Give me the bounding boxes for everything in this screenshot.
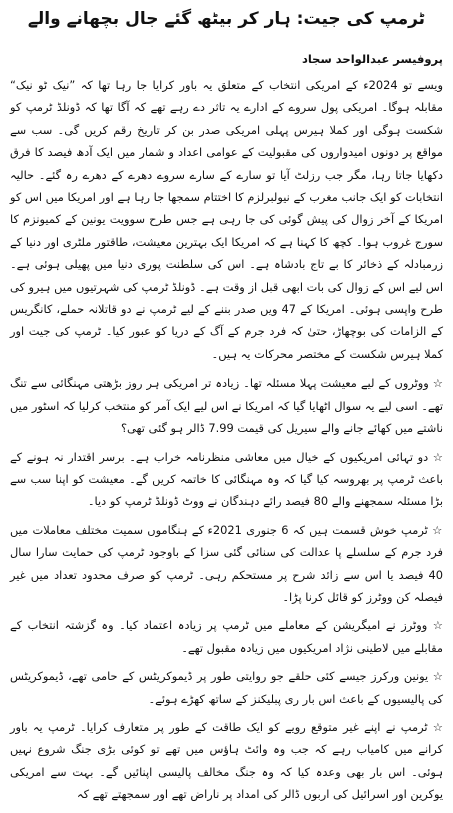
- article-paragraph: ☆ یونین ورکرز جیسے کئی حلقے جو روایتی طور پر ڈیموکریٹس کے حامی تھے، ڈیموکریٹس کی پالیسیوں کے باعث اس بار ری پبلیکنز کے ساتھ کھڑے ہوئے۔: [10, 669, 443, 706]
- article-paragraph: ☆ ووٹرز نے امیگریشن کے معاملے میں ٹرمپ پر زیادہ اعتماد کیا۔ وہ گزشتہ انتخاب کے مقابلے میں لاطینی نژاد امریکیوں میں زیادہ مقبول تھے۔: [10, 618, 443, 655]
- article-paragraph: ☆ ووٹروں کے لیے معیشت پہلا مسئلہ تھا۔ زیادہ تر امریکی ہر روز بڑھتی مہنگائی سے تنگ تھے۔ اسی لیے یہ سوال اٹھایا گیا کہ امریکا نے اس لیے ایک آمر کو منتخب کرلیا کہ اسٹور میں ناشتے میں کھائے جانے والے سیریل کی قیمت 7.99 ڈالر ہو گئی تھی؟: [10, 376, 443, 436]
- article-paragraph: ☆ ٹرمپ نے اپنے غیر متوقع رویے کو ایک طاقت کے طور پر متعارف کرایا۔ ٹرمپ یہ باور کرانے میں کامیاب رہے کہ جب وہ وائٹ ہاؤس میں تھے تو کوئی بڑی جنگ شروع نہیں ہوئی۔ اس بار بھی وعدہ کیا کہ وہ جنگ مخالف پالیسی اپنائیں گے۔ بہت سے امریکی یوکرین اور اسرائیل کی اربوں ڈالر کی امداد پر ناراض تھے اور سمجھتے تھے کہ: [10, 719, 443, 802]
- article-headline: ٹرمپ کی جیت: ہار کر بیٹھ گئے جال بچھانے والے: [27, 9, 426, 29]
- article-author: پروفیسر عبدالواحد سجاد: [301, 52, 443, 66]
- article-paragraph: ☆ دو تہائی امریکیوں کے خیال میں معاشی منظرنامہ خراب ہے۔ برسر اقتدار نہ ہونے کے باعث ٹرمپ پر بھروسہ کیا گیا کہ وہ مہنگائی کا خاتمہ کریں گے۔ معیشت کو اپنا سب سے بڑا مسئلہ سمجھنے والے 80 فیصد رائے دہندگان نے ووٹ ڈونلڈ ٹرمپ کو دیا۔: [10, 449, 443, 509]
- article-paragraph: ویسے تو 2024ء کے امریکی انتخاب کے متعلق یہ باور کرایا جا رہا تھا کہ ”نیک ٹو نیک“ مقابلہ ہوگا۔ امریکی پول سروے کے ادارے یہ تاثر دے رہے تھے کہ آگا تھا کہ ڈونلڈ ٹرمپ کو شکست ہوگی اور کملا ہیرس پہلی امریکی صدر بن کر تاریخ رقم کریں گی۔ سب سے مواقع پر دونوں امیدواروں کی مقبولیت کے عوامی اعداد و شمار میں ایک آدھ فیصد کا فرق دکھایا جاتا رہا، مگر جب رزلٹ آیا تو سارے کے سارے سروے دھرے کے دھرے رہ گئے۔ حالیہ انتخابات کو ایک جانب مغرب کے نیولبرلزم کا اختتام سمجھا جا رہا ہے اور امریکا میں اس کو امریکا کے آخر زوال کی پیش گوئی کی جا رہی ہے جس طرح سوویت یونین کے کمیونزم کا سورج غروب ہوا۔ کچھ کا کہنا ہے کہ امریکا ایک بہترین معیشت، طاقتور ملٹری اور دنیا کے زرمبادلہ کے ذخائر کا بے تاج بادشاہ ہے۔ اس کی سلطنت پوری دنیا میں پھیلی ہوئی ہے۔ اس لیے اس کے زوال کی بات ابھی قبل از وقت ہے۔ ڈونلڈ ٹرمپ کی شہرتیوں میں ہیرو کی طرح واپسی ہوئی۔ امریکا کے 47 ویں صدر بننے کے لیے ٹرمپ نے دو قاتلانہ حملے، کانگریس کے الزامات کی بوچھاڑ، حتیٰ کہ فرد جرم کے آگ کے دریا کو عبور کیا۔ ٹرمپ کی جیت اور کملا ہیرس شکست کے مختصر محرکات یہ ہیں۔: [10, 78, 444, 361]
- article-paragraph: ☆ ٹرمپ خوش قسمت ہیں کہ 6 جنوری 2021ء کے ہنگاموں سمیت مختلف معاملات میں فرد جرم کے سلسلے پا عدالت کی سنائی گئی سزا کے باوجود ٹرمپ کی حمایت سارا سال 40 فیصد یا اس سے زائد شرح پر مستحکم رہی۔ ٹرمپ کو صرف محدود تعداد میں غیر فیصلہ کن ووٹرز کو قائل کرنا پڑا۔: [10, 522, 443, 604]
